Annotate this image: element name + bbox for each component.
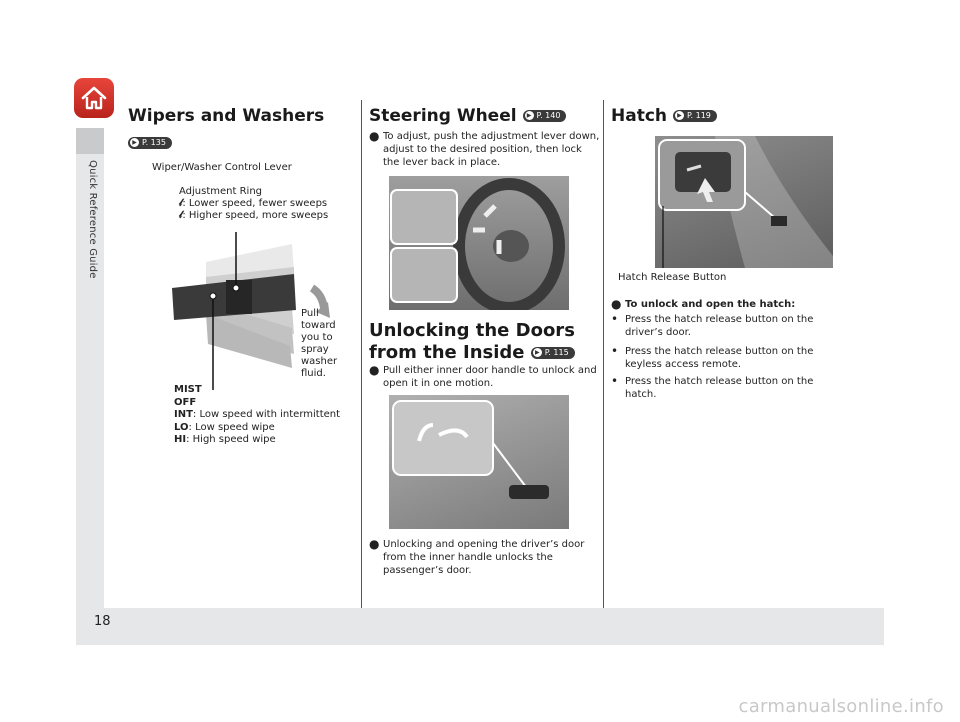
hatch-item-1: • Press the hatch release button on the driver’s door. <box>611 312 814 338</box>
home-icon <box>80 84 108 112</box>
mode-off: OFF <box>174 396 197 408</box>
page-number: 18 <box>94 614 111 629</box>
column-divider <box>603 100 604 608</box>
doors-bullet-1: ● Pull either inner door handle to unlock and open it in one motion. <box>369 363 597 389</box>
footer-bar <box>76 608 884 645</box>
ring-high: 𝓁: Higher speed, more sweeps <box>179 210 329 221</box>
door-handle-photo <box>389 395 569 529</box>
doors-page-ref[interactable]: ▶ P. 115 <box>531 347 575 359</box>
wiper-modes <box>174 384 340 447</box>
hatch-item-2: • Press the hatch release button on the keyless access remote. <box>611 344 814 370</box>
wipers-title: Wipers and Washers <box>128 106 325 126</box>
ring-low: 𝓁: Lower speed, fewer sweeps <box>179 198 328 209</box>
home-button[interactable] <box>74 78 114 118</box>
doors-title: Unlocking the Doors from the Inside ▶ P. 115 <box>369 320 575 363</box>
high-speed-icon: 𝓁 <box>179 210 183 221</box>
steering-title: Steering Wheel ▶ P. 140 <box>369 106 566 126</box>
pull-instruction: Pull toward you to spray washer fluid. <box>301 308 338 379</box>
mode-int: INT: Low speed with intermittent <box>174 409 341 420</box>
ring-title: Adjustment Ring <box>179 186 263 197</box>
mode-hi: HI: High speed wipe <box>174 434 276 445</box>
hatch-intro: ● To unlock and open the hatch: <box>611 297 796 311</box>
mode-mist: MIST <box>174 384 202 395</box>
hatch-title: Hatch ▶ P. 119 <box>611 106 717 126</box>
hatch-photo <box>655 136 833 268</box>
doors-bullet-2: ● Unlocking and opening the driver’s door from the inner handle unlocks the passenger’s door. <box>369 537 585 576</box>
wipers-page-ref[interactable]: ▶ P. 135 <box>128 132 172 151</box>
column-divider <box>361 100 362 608</box>
watermark: carmanualsonline.info <box>738 696 944 717</box>
sidebar-tab <box>76 128 104 154</box>
hatch-page-ref[interactable]: ▶ P. 119 <box>673 110 717 122</box>
steering-photo <box>389 176 569 310</box>
steering-page-ref[interactable]: ▶ P. 140 <box>523 110 567 122</box>
steering-bullet: ● To adjust, push the adjustment lever down, adjust to the desired position, then lock the lever back in place. <box>369 129 600 168</box>
lever-label: Wiper/Washer Control Lever <box>152 162 292 173</box>
low-speed-icon: 𝓁 <box>179 198 183 209</box>
mode-lo: LO: Low speed wipe <box>174 421 275 433</box>
hatch-item-3: • Press the hatch release button on the hatch. <box>611 374 814 400</box>
hatch-button-label: Hatch Release Button <box>618 272 727 283</box>
sidebar-label: Quick Reference Guide <box>87 160 98 279</box>
